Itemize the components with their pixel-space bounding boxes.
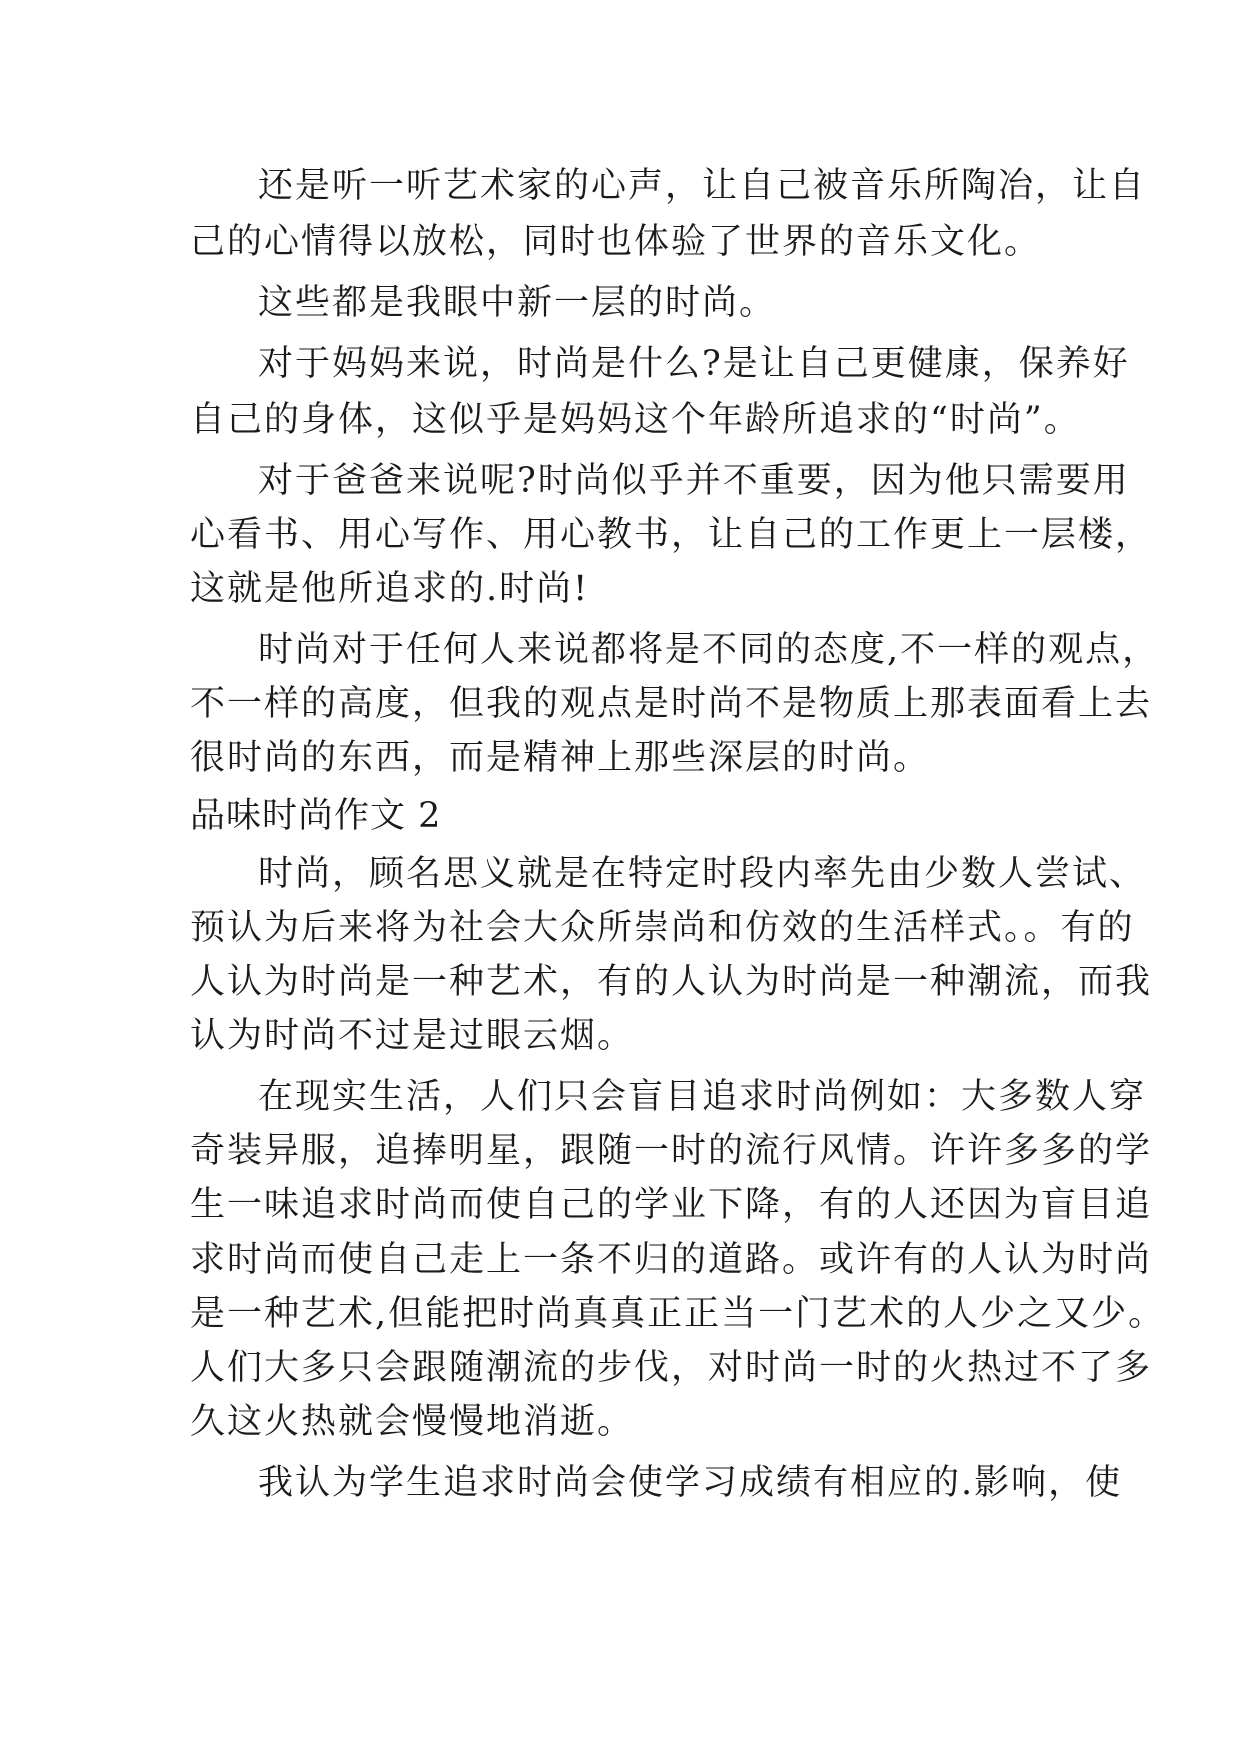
paragraph-line: 奇装异服，追捧明星，跟随一时的流行风情。许许多多的学	[190, 1131, 1153, 1171]
paragraph-line: 人们大多只会跟随潮流的步伐，对时尚一时的火热过不了多	[190, 1348, 1153, 1388]
paragraph-line: 是一种艺术,但能把时尚真真正正当一门艺术的人少之又少。	[190, 1294, 1166, 1334]
paragraph-line: 这些都是我眼中新一层的时尚。	[258, 283, 777, 323]
paragraph-line: 求时尚而使自己走上一条不归的道路。或许有的人认为时尚	[190, 1240, 1153, 1280]
paragraph-line: 时尚，顾名思义就是在特定时段内率先由少数人尝试、	[258, 854, 1147, 894]
paragraph-line: 很时尚的东西，而是精神上那些深层的时尚。	[190, 738, 931, 778]
paragraph-line: 不一样的高度，但我的观点是时尚不是物质上那表面看上去	[190, 684, 1153, 724]
paragraph-line: 对于妈妈来说，时尚是什么?是让自己更健康，保养好	[258, 344, 1130, 384]
paragraph-line: 对于爸爸来说呢?时尚似乎并不重要，因为他只需要用	[258, 461, 1130, 501]
paragraph-line: 这就是他所追求的.时尚!	[190, 569, 590, 609]
paragraph-line: 在现实生活，人们只会盲目追求时尚例如：大多数人穿	[258, 1077, 1147, 1117]
section-title: 品味时尚作文 2	[190, 796, 442, 836]
paragraph-line: 生一味追求时尚而使自己的学业下降，有的人还因为盲目追	[190, 1185, 1153, 1225]
paragraph-line: 我认为学生追求时尚会使学习成绩有相应的.影响，使	[258, 1463, 1123, 1503]
paragraph-line: 人认为时尚是一种艺术，有的人认为时尚是一种潮流，而我	[190, 962, 1153, 1002]
paragraph-line: 还是听一听艺术家的心声，让自己被音乐所陶冶，让自	[258, 166, 1147, 206]
paragraph-line: 预认为后来将为社会大众所崇尚和仿效的生活样式。。有的	[190, 908, 1135, 948]
paragraph-line: 自己的身体，这似乎是妈妈这个年龄所追求的“时尚”。	[190, 400, 1081, 440]
paragraph-line: 时尚对于任何人来说都将是不同的态度,不一样的观点，	[258, 630, 1160, 670]
paragraph-line: 认为时尚不过是过眼云烟。	[190, 1016, 635, 1056]
paragraph-line: 久这火热就会慢慢地消逝。	[190, 1402, 635, 1442]
paragraph-line: 心看书、用心写作、用心教书，让自己的工作更上一层楼，	[190, 515, 1153, 555]
paragraph-line: 己的心情得以放松，同时也体验了世界的音乐文化。	[190, 222, 1042, 262]
